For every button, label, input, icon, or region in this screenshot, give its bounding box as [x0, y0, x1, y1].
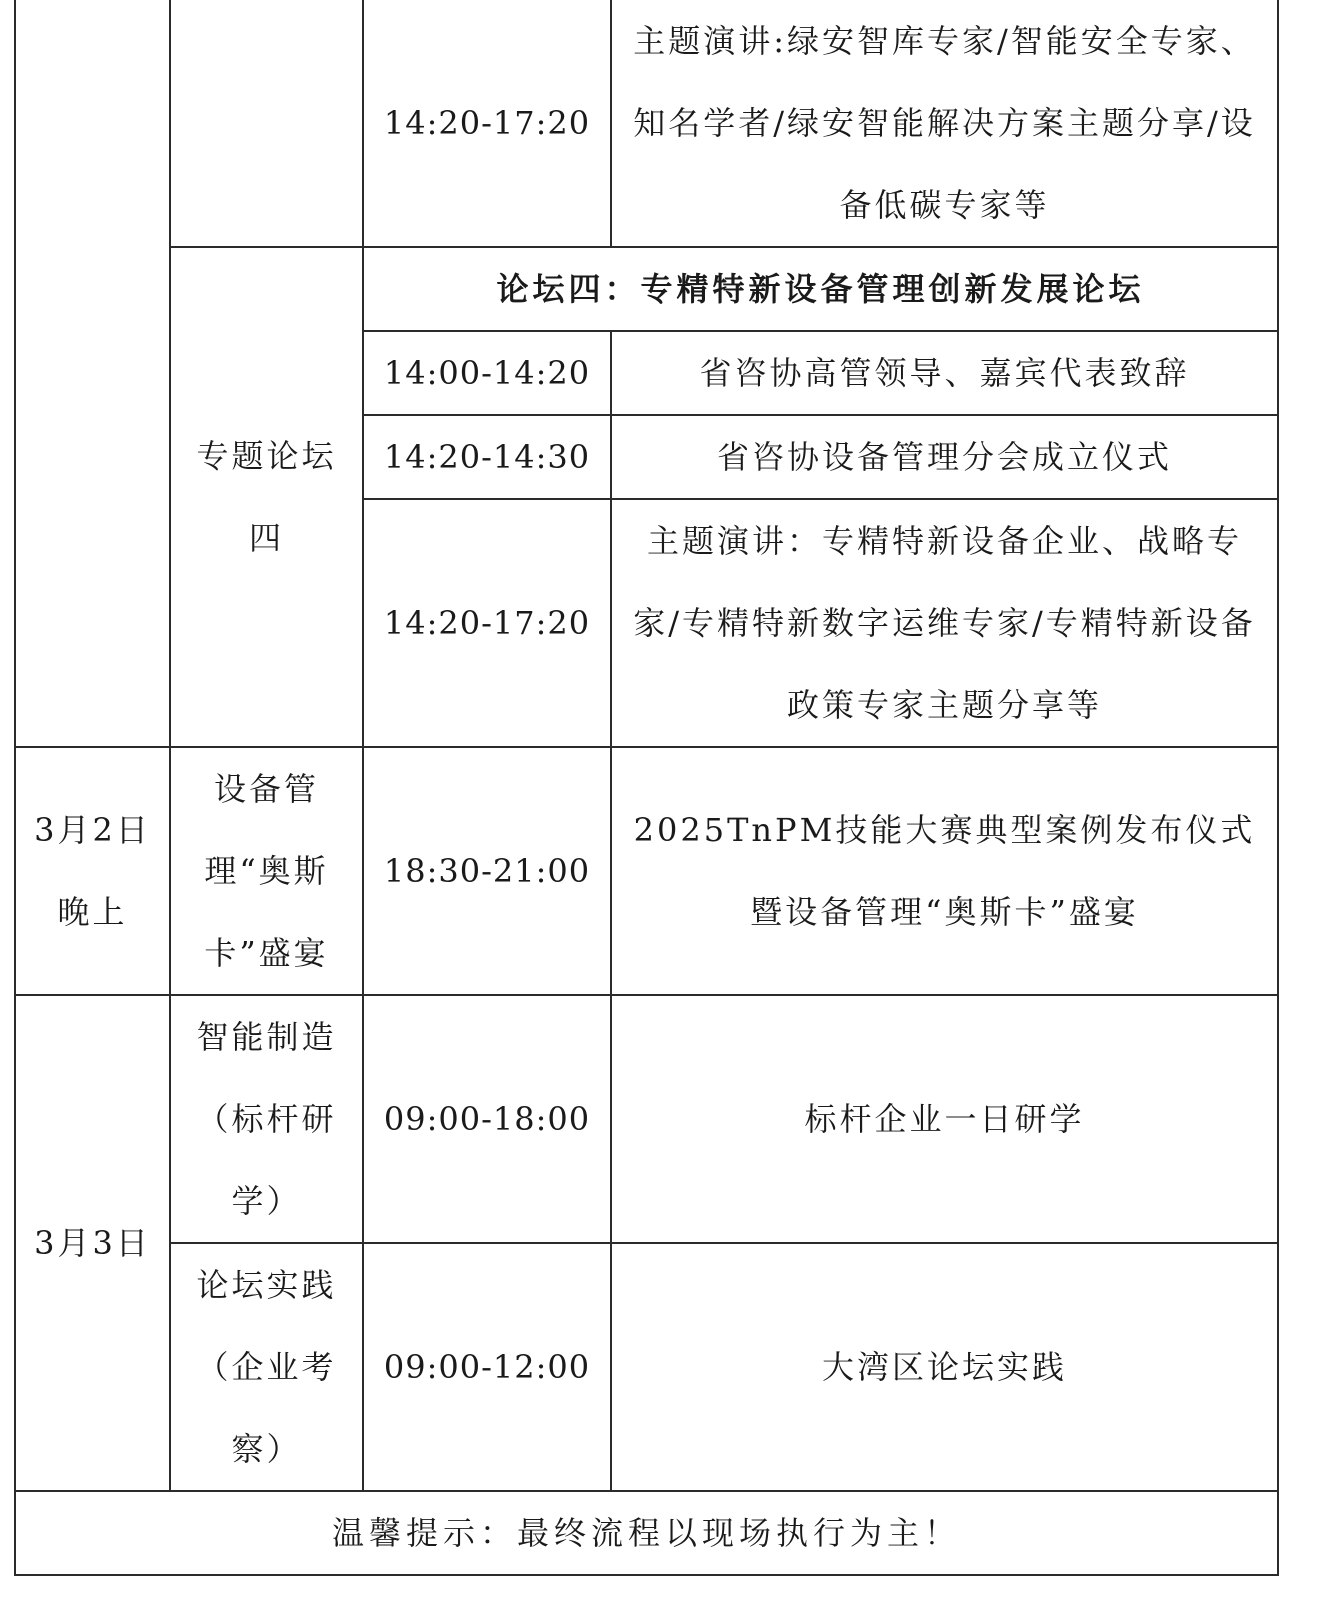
time-cell: 09:00-18:00	[363, 995, 611, 1243]
content-cell: 省咨协设备管理分会成立仪式	[611, 415, 1278, 499]
time-cell: 18:30-21:00	[363, 747, 611, 995]
time-cell: 14:20-17:20	[363, 499, 611, 747]
event-cell: 智能制造（标杆研学）	[170, 995, 363, 1243]
event-cell: 论坛实践（企业考察）	[170, 1243, 363, 1491]
time-cell: 14:00-14:20	[363, 331, 611, 415]
table-row	[15, 747, 1278, 995]
table-row	[15, 0, 1278, 247]
date-cell: 3月2日晚上	[15, 747, 170, 995]
forum-title: 论坛四：专精特新设备管理创新发展论坛	[363, 247, 1278, 331]
table-row	[15, 1491, 1278, 1575]
date-cell-continued	[15, 0, 170, 747]
content-cell: 标杆企业一日研学	[611, 995, 1278, 1243]
time-cell: 14:20-14:30	[363, 415, 611, 499]
table-row	[15, 247, 1278, 331]
footer-tip: 温馨提示：最终流程以现场执行为主！	[15, 1491, 1278, 1575]
event-cell: 专题论坛四	[170, 247, 363, 747]
time-cell: 14:20-17:20	[363, 0, 611, 247]
event-cell: 设备管理“奥斯卡”盛宴	[170, 747, 363, 995]
agenda-table	[14, 0, 1279, 1576]
content-cell: 主题演讲:绿安智库专家/智能安全专家、知名学者/绿安智能解决方案主题分享/设备低碳专家等	[611, 0, 1278, 247]
content-cell: 大湾区论坛实践	[611, 1243, 1278, 1491]
date-cell: 3月3日	[15, 995, 170, 1491]
schedule-sheet	[14, 0, 1277, 1576]
content-cell: 2025TnPM技能大赛典型案例发布仪式暨设备管理“奥斯卡”盛宴	[611, 747, 1278, 995]
event-cell-continued	[170, 0, 363, 247]
time-cell: 09:00-12:00	[363, 1243, 611, 1491]
content-cell: 主题演讲：专精特新设备企业、战略专家/专精特新数字运维专家/专精特新设备政策专家主题分享等	[611, 499, 1278, 747]
table-row	[15, 995, 1278, 1243]
content-cell: 省咨协高管领导、嘉宾代表致辞	[611, 331, 1278, 415]
table-row	[15, 1243, 1278, 1491]
